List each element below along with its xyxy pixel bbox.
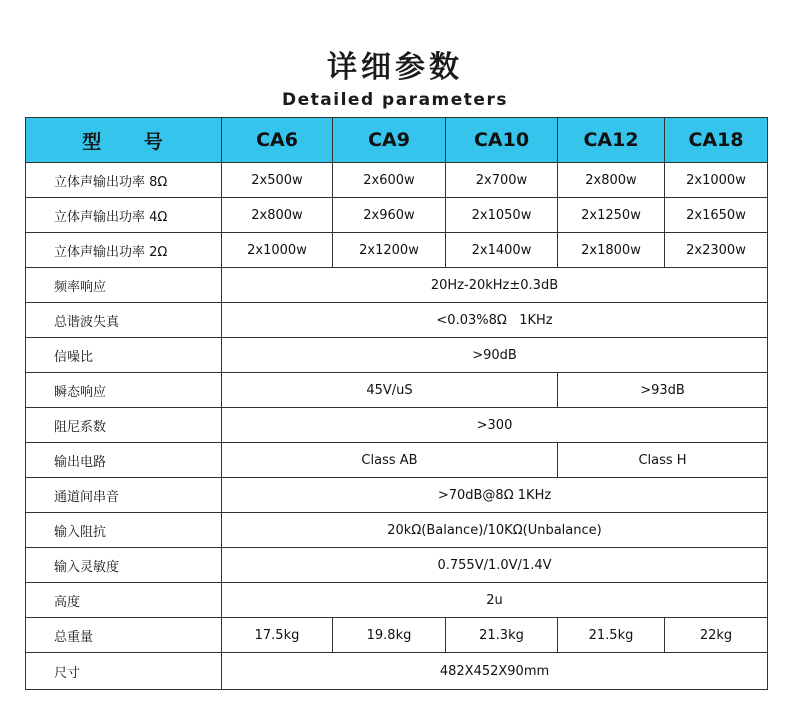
- cell-value: >90dB: [222, 338, 768, 373]
- cell-value: <0.03%8Ω 1KHz: [222, 303, 768, 338]
- row-label: 立体声输出功率 4Ω: [26, 198, 222, 233]
- row-label: 瞬态响应: [26, 373, 222, 408]
- cell-value: 0.755V/1.0V/1.4V: [222, 548, 768, 583]
- spec-table: [25, 117, 768, 690]
- cell-value: 17.5kg: [222, 618, 333, 653]
- row-label: 频率响应: [26, 268, 222, 303]
- cell-value: 2x2300w: [665, 233, 768, 268]
- table-row: [26, 618, 768, 653]
- cell-value: 2x1050w: [446, 198, 558, 233]
- table-row: [26, 583, 768, 618]
- cell-value: >93dB: [558, 373, 768, 408]
- row-label: 尺寸: [26, 653, 222, 690]
- cell-value: 20kΩ(Balance)/10KΩ(Unbalance): [222, 513, 768, 548]
- cell-value: 2x500w: [222, 163, 333, 198]
- cell-value: 22kg: [665, 618, 768, 653]
- table-row: [26, 198, 768, 233]
- table-row: [26, 268, 768, 303]
- cell-value: Class AB: [222, 443, 558, 478]
- cell-value: 2x1400w: [446, 233, 558, 268]
- cell-value: 21.3kg: [446, 618, 558, 653]
- cell-value: >300: [222, 408, 768, 443]
- table-row: [26, 478, 768, 513]
- cell-value: 2x600w: [333, 163, 446, 198]
- row-label: 高度: [26, 583, 222, 618]
- cell-value: 2x800w: [222, 198, 333, 233]
- cell-value: 21.5kg: [558, 618, 665, 653]
- row-label: 输入阻抗: [26, 513, 222, 548]
- table-row: [26, 233, 768, 268]
- row-label: 阻尼系数: [26, 408, 222, 443]
- model-ca6: CA6: [222, 118, 333, 163]
- table-row: [26, 163, 768, 198]
- cell-value: 2x800w: [558, 163, 665, 198]
- cell-value: 2x1650w: [665, 198, 768, 233]
- cell-value: 2x1000w: [665, 163, 768, 198]
- cell-value: 19.8kg: [333, 618, 446, 653]
- row-label: 立体声输出功率 2Ω: [26, 233, 222, 268]
- table-row: [26, 513, 768, 548]
- cell-value: 2x960w: [333, 198, 446, 233]
- row-label: 总谐波失真: [26, 303, 222, 338]
- cell-value: Class H: [558, 443, 768, 478]
- table-row: [26, 408, 768, 443]
- row-label: 输入灵敏度: [26, 548, 222, 583]
- model-header: 型 号: [26, 118, 222, 163]
- row-label: 总重量: [26, 618, 222, 653]
- row-label: 输出电路: [26, 443, 222, 478]
- cell-value: 2x1800w: [558, 233, 665, 268]
- page-title: 详细参数: [327, 50, 463, 85]
- row-label: 信噪比: [26, 338, 222, 373]
- model-ca12: CA12: [558, 118, 665, 163]
- table-row: [26, 443, 768, 478]
- cell-value: >70dB@8Ω 1KHz: [222, 478, 768, 513]
- table-row: [26, 373, 768, 408]
- cell-value: 20Hz-20kHz±0.3dB: [222, 268, 768, 303]
- cell-value: 2x1250w: [558, 198, 665, 233]
- table-row: [26, 653, 768, 690]
- cell-value: 482X452X90mm: [222, 653, 768, 690]
- page-subtitle: Detailed parameters: [282, 90, 508, 110]
- cell-value: 2x1000w: [222, 233, 333, 268]
- cell-value: 45V/uS: [222, 373, 558, 408]
- cell-value: 2x700w: [446, 163, 558, 198]
- table-row: [26, 338, 768, 373]
- table-row: [26, 548, 768, 583]
- header-row: [26, 118, 768, 163]
- model-ca18: CA18: [665, 118, 768, 163]
- row-label: 立体声输出功率 8Ω: [26, 163, 222, 198]
- table-row: [26, 303, 768, 338]
- cell-value: 2x1200w: [333, 233, 446, 268]
- model-ca10: CA10: [446, 118, 558, 163]
- row-label: 通道间串音: [26, 478, 222, 513]
- model-ca9: CA9: [333, 118, 446, 163]
- cell-value: 2u: [222, 583, 768, 618]
